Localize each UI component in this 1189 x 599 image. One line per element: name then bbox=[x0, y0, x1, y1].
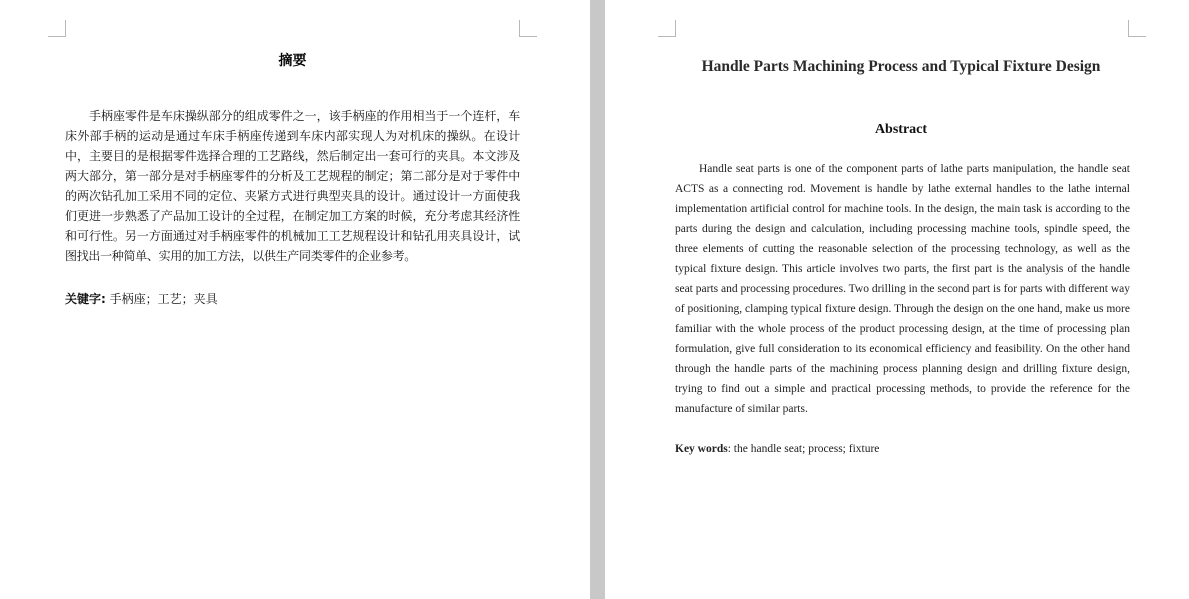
chinese-keywords-label: 关键字: bbox=[65, 292, 106, 306]
english-abstract-body: Handle seat parts is one of the component parts of lathe parts manipulation, the handle seat ACTS as a connecting rod. Movement is handle by lathe external handles to the lathe internal implementation artificial control for machine tools. In the design, the main task is according to the parts during the design and calculation, including processing machine tools, spindle speed, the three elements of cutting the reasonable selection of the processing technology, as well as the typical fixture design. This article involves two parts, the first part is the analysis of the handle seat parts and processing procedures. Two drilling in the second part is for parts with different way of positioning, clamping typical fixture design. Through the design on the one hand, make us more familiar with the whole process of the product processing design, at the time of processing plan formulation, give full consideration to its economical efficiency and feasibility. On the other hand through the handle parts of the machining process planning design and drilling fixture design, trying to find out a simple and practical processing methods, to provide the reference for the manufacture of similar parts. bbox=[675, 163, 1130, 415]
corner-mark-top-left bbox=[48, 20, 66, 37]
english-keywords-label: Key words bbox=[675, 443, 728, 455]
chinese-keywords-value: 手柄座；工艺；夹具 bbox=[109, 292, 218, 306]
page-gutter bbox=[590, 0, 605, 599]
english-keywords bbox=[675, 439, 1130, 459]
corner-mark-top-right-right-page bbox=[1128, 20, 1146, 37]
english-keywords-value: : the handle seat; process; fixture bbox=[727, 443, 880, 455]
english-paper-title: Handle Parts Machining Process and Typical Fixture Design bbox=[701, 58, 1101, 75]
english-abstract-title: Abstract bbox=[874, 122, 928, 137]
chinese-abstract-title: 摘要 bbox=[278, 53, 307, 69]
chinese-keywords bbox=[65, 289, 520, 309]
corner-mark-top-right bbox=[519, 20, 537, 37]
chinese-abstract-body: 手柄座零件是车床操纵部分的组成零件之一，该手柄座的作用相当于一个连杆，车床外部手柄的运动是通过车床手柄座传递到车床内部实现人为对机床的操纵。在设计中，主要目的是根据零件选择合理的工艺路线，然后制定出一套可行的夹具。本文涉及两大部分，第一部分是对手柄座零件的分析及工艺规程的制定；第二部分是对于零件中的两次钻孔加工采用不同的定位、夹紧方式进行典型夹具的设计。通过设计一方面使我们更进一步熟悉了产品加工设计的全过程，在制定加工方案的时候，充分考虑其经济性和可行性。另一方面通过对手柄座零件的机械加工工艺规程设计和钻孔用夹具设计，试图找出一种简单、实用的加工方法，以供生产同类零件的企业参考。 bbox=[65, 109, 520, 263]
corner-mark-top-left-right-page bbox=[658, 20, 676, 37]
